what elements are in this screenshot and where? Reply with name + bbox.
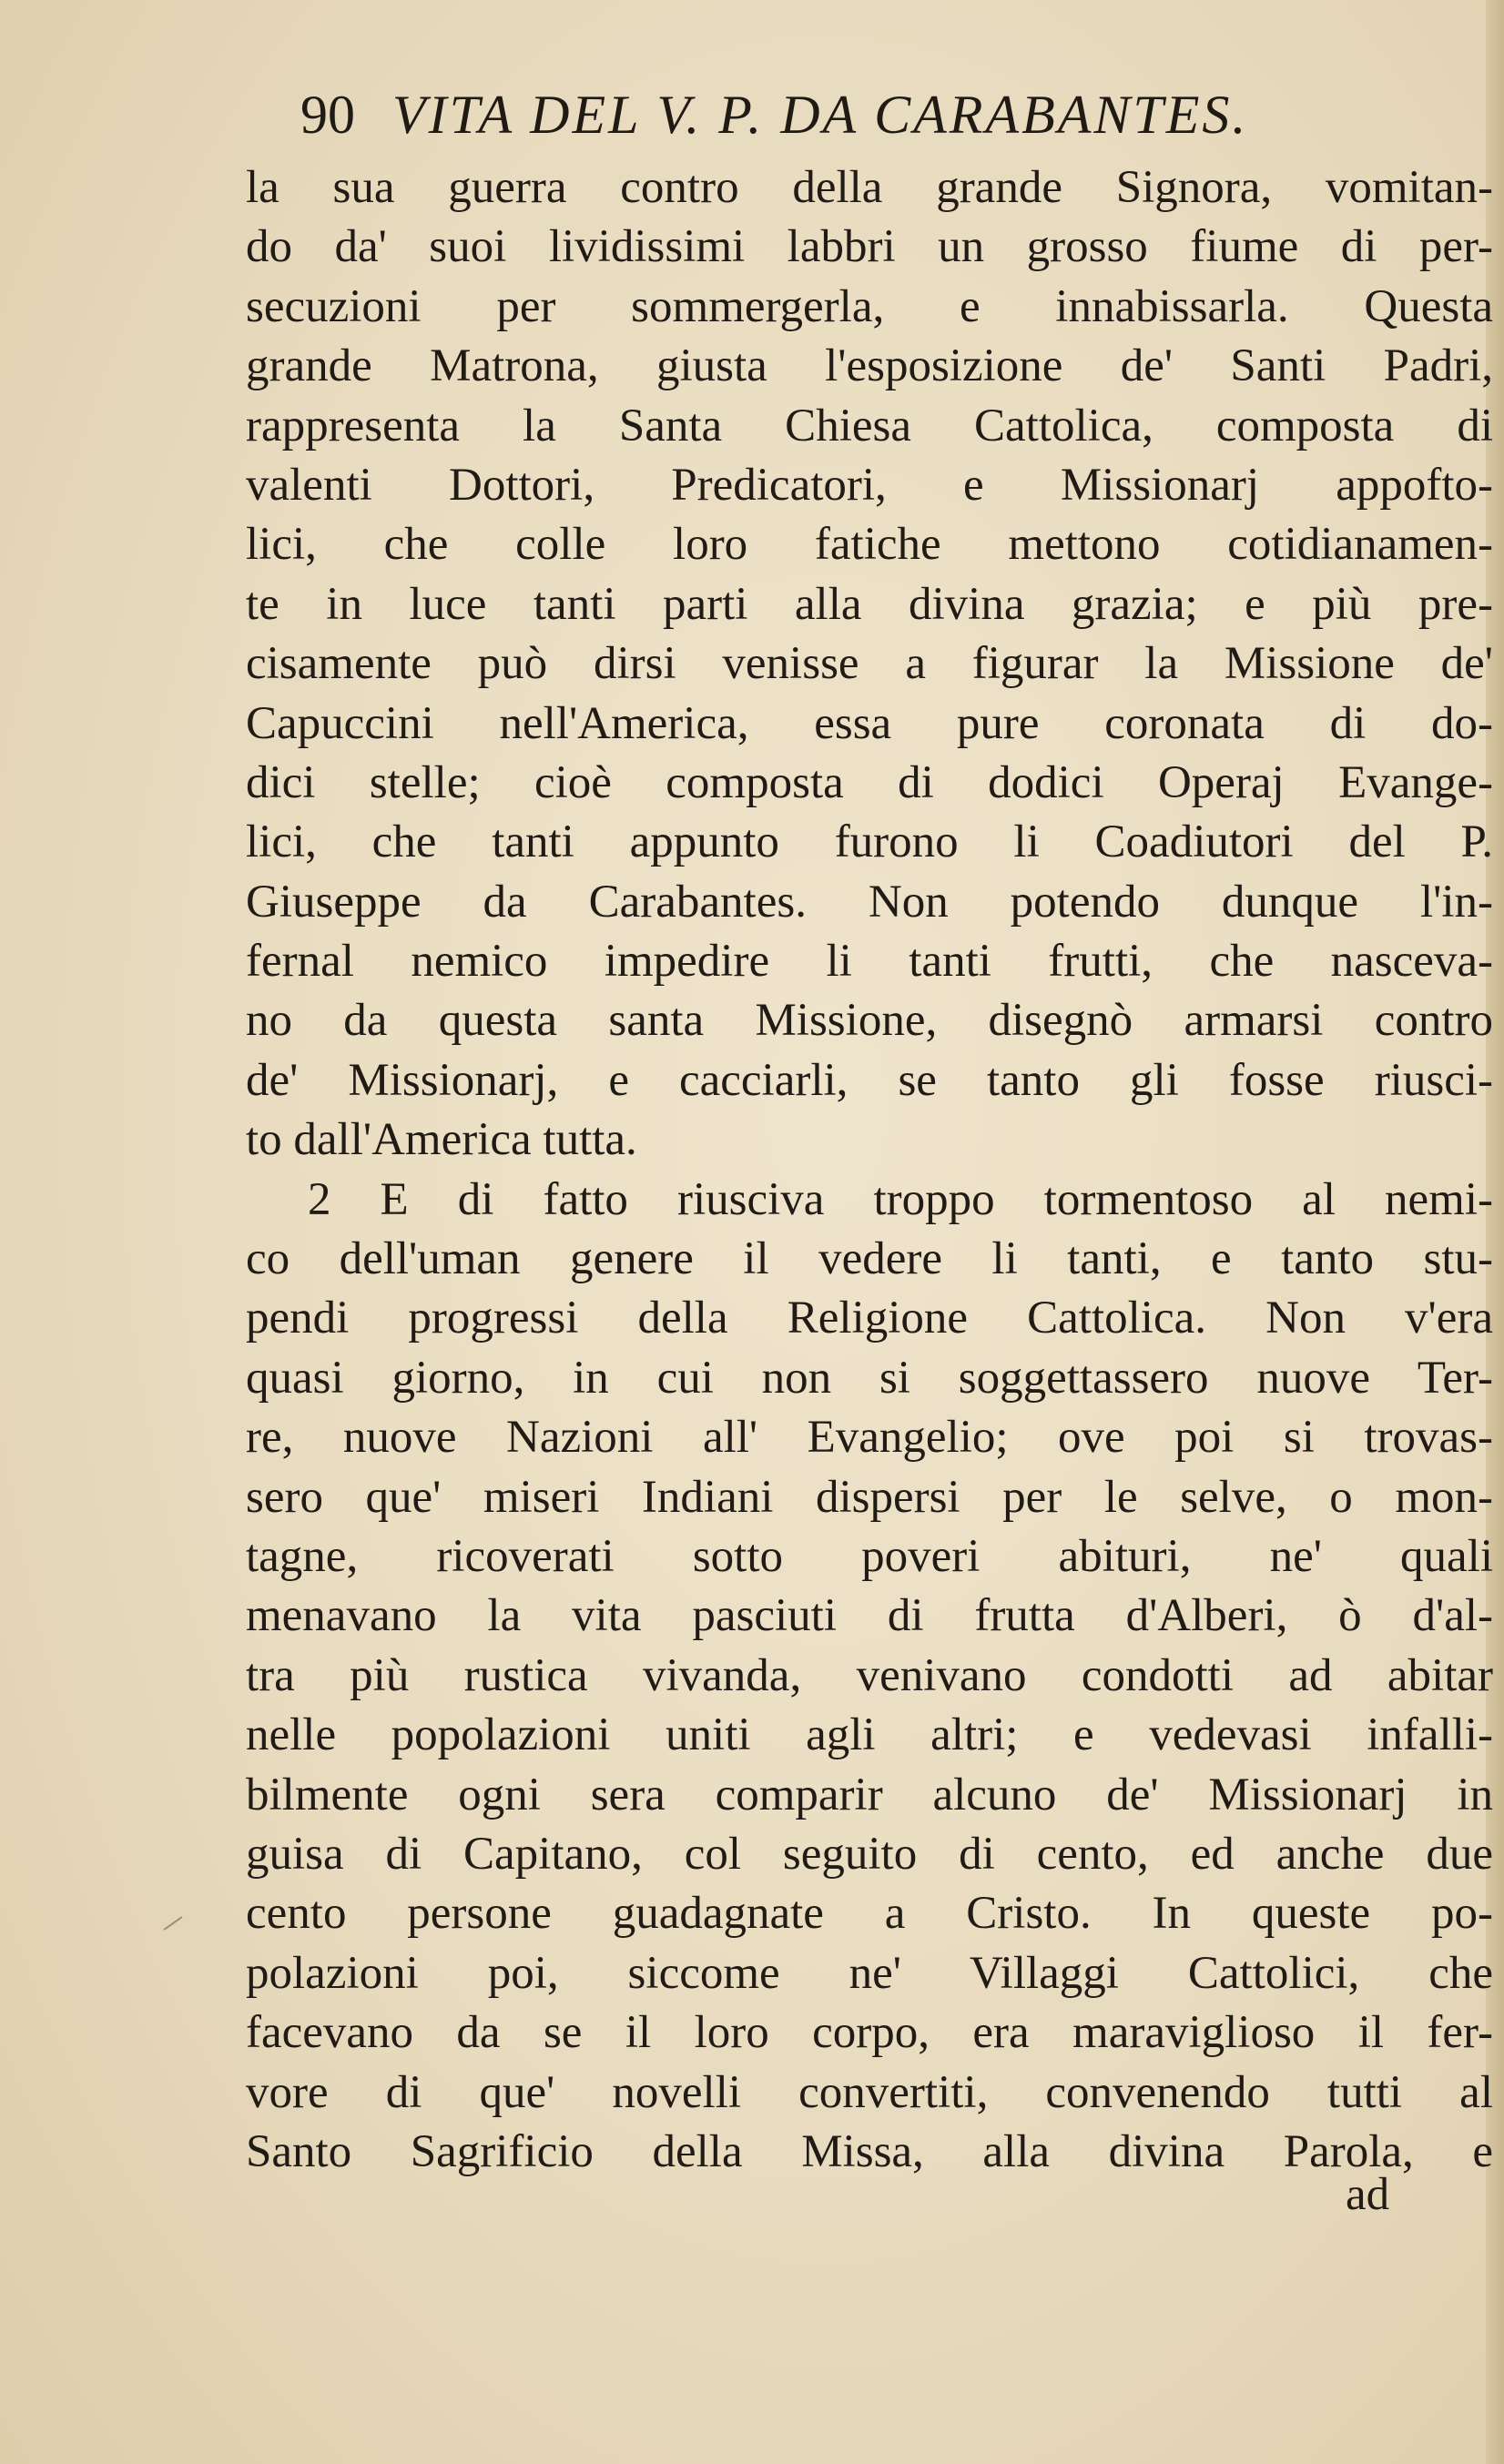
text-line: lici, che tanti appunto furono li Coadiutori del P. [246, 816, 1493, 868]
text-line: quasi giorno, in cui non si soggettassero nuove Ter- [246, 1352, 1493, 1404]
page-number: 90 [300, 85, 355, 145]
text-line: de' Missionarj, e cacciarli, se tanto gli fosse riusci- [246, 1054, 1493, 1106]
text-line: vore di que' novelli convertiti, convenendo tutti al [246, 2066, 1493, 2118]
text-line: do da' suoi lividissimi labbri un grosso fiume di per- [246, 221, 1493, 273]
text-line: co dell'uman genere il vedere li tanti, e tanto stu- [246, 1233, 1493, 1285]
text-line: re, nuove Nazioni all' Evangelio; ove poi si trovas- [246, 1412, 1493, 1464]
text-line: pendi progressi della Religione Cattolica. Non v'era [246, 1293, 1493, 1344]
text-line: Giuseppe da Carabantes. Non potendo dunque l'in- [246, 876, 1493, 928]
text-line: secuzioni per sommergerla, e innabissarla. Questa [246, 280, 1493, 332]
paragraph-start-line: 2 E di fatto riusciva troppo tormentoso al nemi- [308, 1173, 1493, 1225]
text-line: lici, che colle loro fatiche mettono cotidianamen- [246, 519, 1493, 571]
text-line: fernal nemico impedire li tanti frutti, che nasceva- [246, 936, 1493, 988]
text-line: cento persone guadagnate a Cristo. In queste po- [246, 1888, 1493, 1940]
text-line: valenti Dottori, Predicatori, e Missionarj appofto- [246, 459, 1493, 511]
paragraph-end-line: to dall'America tutta. [246, 1114, 637, 1166]
text-line: bilmente ogni sera comparir alcuno de' Missionarj in [246, 1769, 1493, 1820]
text-line: no da questa santa Missione, disegnò armarsi contro [246, 995, 1493, 1047]
text-line: tagne, ricoverati sotto poveri abituri, ne' quali [246, 1530, 1493, 1582]
text-line: Santo Sagrificio della Missa, alla divina Parola, e [246, 2125, 1493, 2177]
text-line: rappresenta la Santa Chiesa Cattolica, composta di [246, 400, 1493, 451]
text-line: la sua guerra contro della grande Signora, vomitan- [246, 162, 1493, 213]
text-line: nelle popolazioni uniti agli altri; e vedevasi infalli- [246, 1709, 1493, 1761]
text-line: te in luce tanti parti alla divina grazia; e più pre- [246, 578, 1493, 630]
text-line: menavano la vita pasciuti di frutta d'Alberi, ò d'al- [246, 1590, 1493, 1642]
text-line: sero que' miseri Indiani dispersi per le selve, o mon- [246, 1471, 1493, 1523]
text-line: cisamente può dirsi venisse a figurar la Missione de' [246, 638, 1493, 690]
running-title: VITA DEL V. P. DA CARABANTES. [392, 85, 1249, 145]
text-line: grande Matrona, giusta l'esposizione de' Santi Padri, [246, 340, 1493, 392]
text-line: dici stelle; cioè composta di dodici Operaj Evange- [246, 756, 1493, 808]
body-text [246, 158, 1493, 2182]
text-line: guisa di Capitano, col seguito di cento, ed anche due [246, 1828, 1493, 1880]
text-line: facevano da se il loro corpo, era maraviglioso il fer- [246, 2007, 1493, 2059]
margin-mark [164, 1916, 183, 1930]
text-line: tra più rustica vivanda, venivano condotti ad abitar [246, 1649, 1493, 1701]
page-header [300, 84, 1484, 157]
catchword: ad [1346, 2169, 1390, 2220]
text-line: Capuccini nell'America, essa pure coronata di do- [246, 697, 1493, 749]
text-line: polazioni poi, siccome ne' Villaggi Cattolici, che [246, 1947, 1493, 1999]
